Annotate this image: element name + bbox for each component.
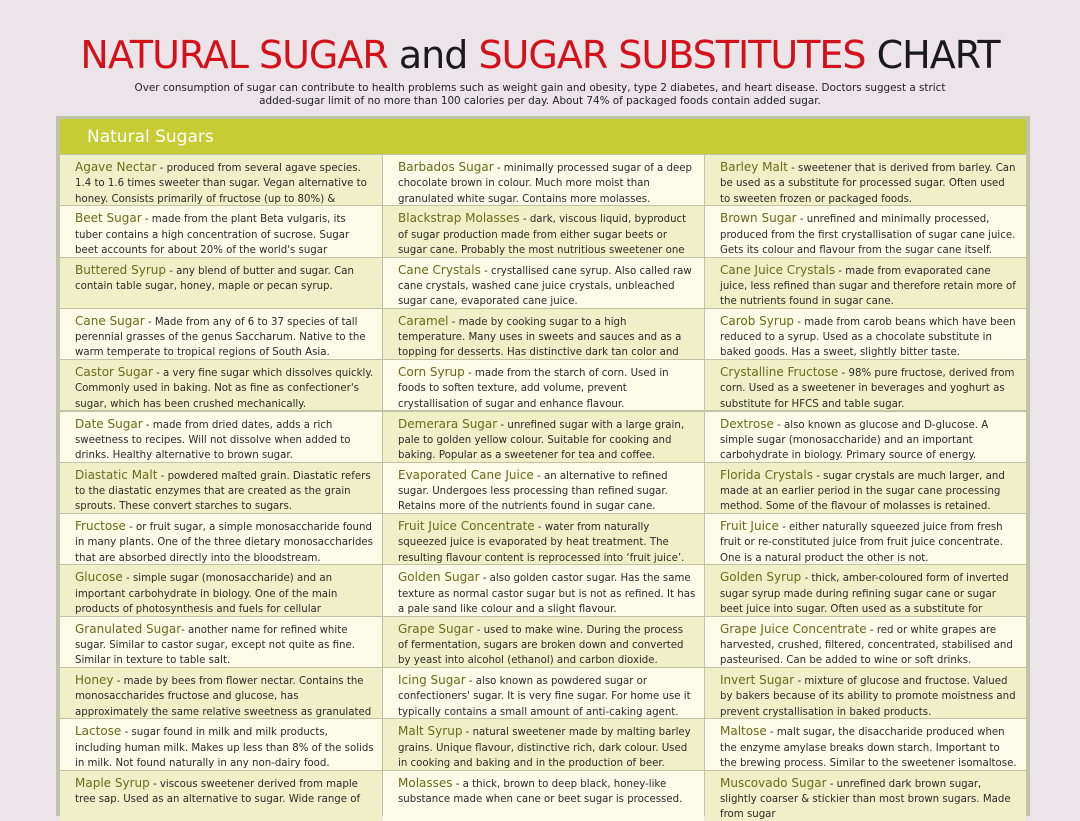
sugar-description: - made by bees from flower nectar. Contains the monosaccharides fructose and glucose, has approximately the same relative sweetness as granulated [75, 676, 372, 718]
sugar-description: - sugar crystals are much larger, and made at an earlier period in the sugar cane processing method. Some of the flavour of molasses is retained. [720, 470, 1005, 513]
sugar-description: - made by cooking sugar to a high temperature. Many uses in sweets and sauces and as a topping for desserts. Has distinctive dark tan color and [398, 316, 682, 359]
sugar-name: Grape Sugar [398, 621, 474, 636]
sugar-description: - a thick, brown to deep black, honey-like substance made when cane or beet sugar is processed. [398, 778, 683, 805]
sugar-name: Invert Sugar [720, 673, 795, 687]
sugar-name: Carob Syrup [720, 313, 795, 328]
sugar-description: - Made from any of 6 to 37 species of tall perennial grasses of the genus Saccharum. Native to the warm temperate to tropical regions of South Asia. [75, 316, 366, 359]
title-natural-sugar: NATURAL SUGAR [80, 33, 388, 77]
sugar-name: Fruit Juice [720, 519, 779, 534]
sugar-name: Brown Sugar [720, 211, 797, 226]
sugar-entry [60, 617, 382, 667]
sugar-description: - unrefined sugar with a large grain, pale to golden yellow colour. Suitable for cooking and baking. Popular as a sweetener for tea and coffee. [398, 419, 685, 462]
sugar-entry [383, 617, 704, 667]
sugar-entry [705, 514, 1026, 564]
sugar-description: - sweetener that is derived from barley. Can be used as a substitute for processed sugar. Often used to sweeten frozen or packaged foods. [720, 163, 1016, 205]
sugar-description: - made from the plant Beta vulgaris, its tuber contains a high concentration of sucrose. Sugar beet accounts for about 20% of the world's sugar [75, 214, 350, 256]
sugar-description: - sugar found in milk and milk products, including human milk. Makes up less than 8% of the solids in milk. Not found naturally in any non-dairy food. [75, 727, 374, 769]
sugar-description: - unrefined and minimally processed, produced from the first crystallisation of sugar cane juice. Gets its colour and flavour from the sugar cane itself. [720, 214, 1016, 256]
sugar-description: - crystallised cane syrup. Also called raw cane crystals, washed cane juice crystals, unbleached sugar cane, evaporated cane juice. [398, 265, 692, 308]
sugar-description: - produced from several agave species. 1.4 to 1.6 times sweeter than sugar. Vegan alternative to honey. Consists primarily of fructose (up to 80%) & [75, 163, 367, 205]
sugar-name: Muscovado Sugar [720, 775, 827, 790]
section-title: Natural Sugars [87, 127, 214, 147]
sugar-description: - water from naturally squeezed juice is evaporated by heat treatment. The resulting flavour content is reprocessed into ‘fruit juice’. [398, 522, 685, 564]
sugar-description: - minimally processed sugar of a deep chocolate brown in colour. Much more moist than granulated white sugar. Contains more molasses. [398, 163, 692, 205]
sugar-name: Diastatic Malt [75, 467, 158, 482]
sugar-description: - mixture of glucose and fructose. Valued by bakers because of its ability to promote moistness and prevent crystallisation in baked products. [720, 676, 1016, 718]
sugar-description: - unrefined dark brown sugar, slightly coarser & stickier than most brown sugars. Made from sugar [720, 778, 1011, 821]
sugar-entry [60, 668, 382, 718]
sugar-description: - also known as glucose and D-glucose. A simple sugar (monosaccharide) and an important carbohydrate in biology. Primary source of energy. [720, 419, 989, 462]
sugar-name: Caramel [398, 313, 449, 328]
sugar-entry [705, 463, 1026, 513]
sugar-entry [383, 719, 704, 769]
sugar-name: Agave Nectar [75, 160, 157, 174]
sugar-entry [705, 771, 1026, 821]
sugar-description: - a very fine sugar which dissolves quickly. Commonly used in baking. Not as fine as confectioner's sugar, which has been crushed mechanically. [75, 368, 374, 410]
sugar-entry [705, 309, 1026, 359]
sugar-description: - also golden castor sugar. Has the same texture as normal castor sugar but is not as refined. It has a pale sand like colour and a slight flavour. [398, 573, 696, 615]
sugar-name: Dextrose [720, 416, 774, 431]
sugar-description: - made from dried dates, adds a rich sweetness to recipes. Will not dissolve when added to drinks. Healthy alternative to brown sugar. [75, 419, 351, 462]
sugar-entry [383, 463, 704, 513]
sugar-name: Icing Sugar [398, 673, 466, 687]
sugar-entry [705, 155, 1026, 205]
sugar-entry [705, 719, 1026, 769]
sugar-name: Date Sugar [75, 416, 143, 431]
sugar-description: - red or white grapes are harvested, crushed, filtered, concentrated, stabilised and pasteurised. Can be added to wine or soft drinks. [720, 624, 1013, 667]
sugar-name: Buttered Syrup [75, 262, 166, 277]
sugar-entry [60, 514, 382, 564]
sugar-entry [705, 206, 1026, 256]
sugar-description: - dark, viscous liquid, byproduct of sugar production made from either sugar beets or sugar cane. Probably the most nutritious sweetener one [398, 214, 687, 256]
sugar-description: - viscous sweetener derived from maple tree sap. Used as an alternative to sugar. Wide range of [75, 778, 361, 805]
sugar-entry [60, 412, 382, 462]
sugar-description: - either naturally squeezed juice from fresh fruit or re-constituted juice from fruit juice concentrate. One is a natural product the other is not. [720, 522, 1003, 564]
sugar-name: Demerara Sugar [398, 416, 498, 431]
sugar-name: Cane Juice Crystals [720, 262, 836, 277]
title-chart: CHART [865, 33, 1000, 77]
sugar-entry [705, 617, 1026, 667]
sugar-description: - or fruit sugar, a simple monosaccharide found in many plants. One of the three dietary monosaccharides that are absorbed directly into the bloodstream. [75, 522, 373, 564]
sugar-name: Blackstrap Molasses [398, 211, 520, 226]
sugar-name: Corn Syrup [398, 365, 465, 380]
sugar-description: - thick, amber-coloured form of inverted sugar syrup made during refining sugar cane or sugar beet juice into sugar. Often used as a substitute for [720, 573, 1009, 615]
sugar-description: - also known as powdered sugar or confectioners' sugar. It is very fine sugar. For home use it typically contains a small amount of anti-caking agent. [398, 676, 691, 718]
title-and: and [387, 33, 479, 77]
sugar-description: - any blend of butter and sugar. Can contain table sugar, honey, maple or pecan syrup. [75, 265, 354, 292]
sugar-name: Barbados Sugar [398, 160, 494, 174]
sugar-name: Florida Crystals [720, 467, 813, 482]
sugar-entry [383, 668, 704, 718]
sugar-name: Glucose [75, 570, 123, 585]
sugar-description: - 98% pure fructose, derived from corn. Used as a sweetener in beverages and yoghurt as substitute for HFCS and table sugar. [720, 368, 1015, 410]
sugar-name: Maltose [720, 724, 767, 739]
sugar-description: - an alternative to refined sugar. Undergoes less processing than refined sugar. Retains more of the nutrients found in sugar cane. [398, 470, 668, 513]
sugar-name: Crystalline Fructose [720, 365, 839, 380]
sugar-entry [60, 360, 382, 410]
sugar-description: - used to make wine. During the process of fermentation, sugars are broken down and converted by yeast into alcohol (ethanol) and carbon dioxide. [398, 624, 684, 667]
sugar-entry [705, 360, 1026, 410]
sugar-name: Cane Sugar [75, 313, 145, 328]
sugar-entry [383, 514, 704, 564]
sugar-entry [705, 412, 1026, 462]
sugar-description: - natural sweetener made by malting barley grains. Unique flavour, distinctive rich, dark colour. Used in cooking and baking and in the production of beer. [398, 727, 691, 769]
sugar-name: Honey [75, 673, 114, 687]
sugar-description: - powdered malted grain. Diastatic refers to the diastatic enzymes that are created as the grain sprouts. These convert starches to sugars. [75, 470, 371, 513]
sugar-entry [60, 719, 382, 769]
page-title [0, 32, 1080, 78]
sugar-entry [60, 565, 382, 615]
sugar-entry [60, 771, 382, 821]
sugar-name: Beet Sugar [75, 211, 142, 226]
sugar-entry [383, 206, 704, 256]
sugar-name: Grape Juice Concentrate [720, 621, 867, 636]
sugar-name: Barley Malt [720, 160, 788, 174]
sugar-description: - malt sugar, the disaccharide produced when the enzyme amylase breaks down starch. Important to the brewing process. Similar to the sweetener isomaltose. [720, 727, 1017, 769]
sugar-name: Evaporated Cane Juice [398, 467, 534, 482]
sugar-entry [60, 258, 382, 308]
sugar-description: - made from evaporated cane juice, less refined than sugar and therefore retain more of the nutrients found in sugar cane. [720, 265, 1016, 308]
intro-text: Over consumption of sugar can contribute to health problems such as weight gain and obesity, type 2 diabetes, and heart disease. Doctors suggest a strict added-sugar limit of no more than 100 calories per day. About 74% of packaged foods contain added sugar. [134, 82, 946, 107]
sugar-entry [705, 258, 1026, 308]
sugar-entry [383, 771, 704, 821]
section-header [60, 119, 1026, 154]
sugar-name: Maple Syrup [75, 775, 150, 790]
sugar-name: Molasses [398, 775, 453, 790]
sugar-entry [383, 258, 704, 308]
sugar-name: Malt Syrup [398, 724, 463, 739]
sugar-entry [60, 309, 382, 359]
sugar-description: - simple sugar (monosaccharide) and an important carbohydrate in biology. One of the main products of photosynthesis and fuels for cellular [75, 573, 338, 615]
sugar-entry [383, 412, 704, 462]
sugar-name: Fructose [75, 519, 126, 534]
sugar-name: Golden Sugar [398, 570, 480, 585]
sugar-description: - made from the starch of corn. Used in foods to soften texture, add volume, prevent crystallisation of sugar and enhance flavour. [398, 368, 669, 410]
sugar-entry [383, 360, 704, 410]
title-sugar-substitutes: SUGAR SUBSTITUTES [478, 33, 866, 77]
sugar-name: Fruit Juice Concentrate [398, 519, 535, 534]
sugar-name: Cane Crystals [398, 262, 481, 277]
sugar-entry [383, 565, 704, 615]
sugar-entry [705, 565, 1026, 615]
sugar-entry [705, 668, 1026, 718]
sugar-name: Castor Sugar [75, 365, 153, 380]
sugar-entry [383, 309, 704, 359]
sugar-description: - another name for refined white sugar. Similar to castor sugar, except not quite as fine. Similar in texture to table salt. [75, 624, 356, 667]
sugar-entry [60, 463, 382, 513]
sugar-name: Golden Syrup [720, 570, 802, 585]
sugar-entry [60, 206, 382, 256]
sugar-entry [60, 155, 382, 205]
sugar-name: Granulated Sugar [75, 621, 182, 636]
sugar-description: - made from carob beans which have been reduced to a syrup. Used as a chocolate substitute in baked goods. Has a sweet, slightly bitter taste. [720, 316, 1016, 359]
sugar-name: Lactose [75, 724, 122, 739]
sugar-entry [383, 155, 704, 205]
